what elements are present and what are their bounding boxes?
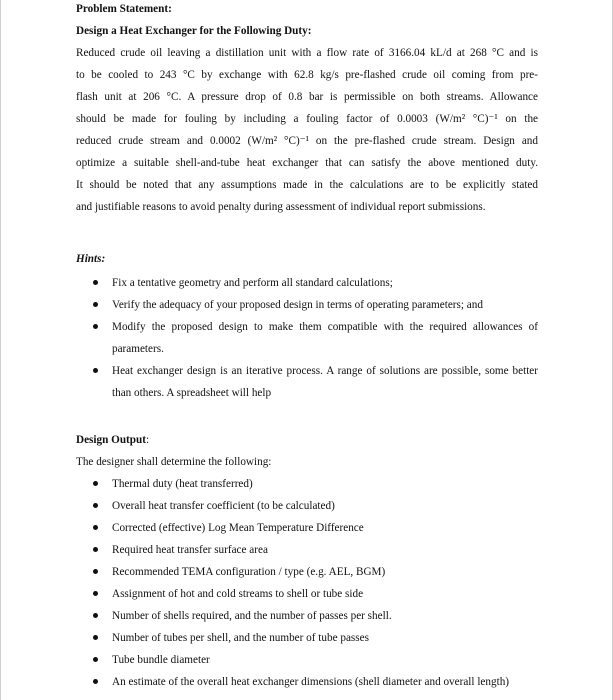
bullet-icon — [93, 613, 98, 618]
bullet-icon — [93, 481, 98, 486]
bullet-icon — [93, 324, 98, 329]
list-item: Heat exchanger design is an iterative process. A range of solutions are possible, some better than others. A spreadsheet will help — [76, 360, 538, 404]
bullet-icon — [93, 368, 98, 373]
list-item: Recommended TEMA configuration / type (e.g. AEL, BGM) — [76, 561, 538, 583]
bullet-icon — [93, 302, 98, 307]
document-content — [76, 0, 538, 693]
bullet-icon — [93, 503, 98, 508]
bullet-icon — [93, 679, 98, 684]
list-item: Number of shells required, and the number of passes per shell. — [76, 605, 538, 627]
problem-line: to be cooled to 243 °C by exchange with 62.8 kg/s pre-flashed crude oil coming from pre- — [76, 69, 538, 81]
problem-subtitle: Design a Heat Exchanger for the Following Duty: — [76, 25, 312, 37]
list-item: Corrected (effective) Log Mean Temperature Difference — [76, 517, 538, 539]
problem-paragraph — [76, 42, 538, 218]
list-item: Tube bundle diameter — [76, 649, 538, 671]
bullet-icon — [93, 635, 98, 640]
problem-line: should be made for fouling by including a fouling factor of 0.0003 (W/m² °C)⁻¹ on the — [76, 113, 538, 125]
bullet-icon — [93, 547, 98, 552]
list-item: Required heat transfer surface area — [76, 539, 538, 561]
bullet-icon — [93, 280, 98, 285]
problem-line: and justifiable reasons to avoid penalty during assessment of individual report submissions. — [76, 201, 486, 213]
design-output-list — [76, 473, 538, 693]
list-item: An estimate of the overall heat exchanger dimensions (shell diameter and overall length) — [76, 671, 538, 693]
problem-line: It should be noted that any assumptions made in the calculations are to be explicitly stated — [76, 179, 538, 191]
design-output-intro: The designer shall determine the following: — [76, 456, 272, 468]
bullet-icon — [93, 525, 98, 530]
problem-line: optimize a suitable shell-and-tube heat exchanger that can satisfy the above mentioned duty. — [76, 157, 538, 169]
list-item: Assignment of hot and cold streams to shell or tube side — [76, 583, 538, 605]
hints-heading: Hints: — [76, 253, 106, 265]
hints-list — [76, 272, 538, 404]
bullet-icon — [93, 657, 98, 662]
bullet-icon — [93, 591, 98, 596]
list-item: Overall heat transfer coefficient (to be calculated) — [76, 495, 538, 517]
design-output-heading: Design Output: — [76, 434, 150, 446]
list-item: Thermal duty (heat transferred) — [76, 473, 538, 495]
problem-line: flash unit at 206 °C. A pressure drop of 0.8 bar is permissible on both streams. Allowance — [76, 91, 538, 103]
list-item: Modify the proposed design to make them compatible with the required allowances of parameters. — [76, 316, 538, 360]
problem-line: reduced crude stream and 0.0002 (W/m² °C)⁻¹ on the pre-flashed crude stream. Design and — [76, 135, 538, 147]
list-item: Number of tubes per shell, and the number of tube passes — [76, 627, 538, 649]
list-item: Fix a tentative geometry and perform all standard calculations; — [76, 272, 538, 294]
page-left-border — [0, 0, 1, 700]
list-item: Verify the adequacy of your proposed design in terms of operating parameters; and — [76, 294, 538, 316]
problem-line: Reduced crude oil leaving a distillation unit with a flow rate of 3166.04 kL/d at 268 °C and is — [76, 47, 538, 59]
bullet-icon — [93, 569, 98, 574]
problem-statement-heading: Problem Statement: — [76, 3, 172, 15]
